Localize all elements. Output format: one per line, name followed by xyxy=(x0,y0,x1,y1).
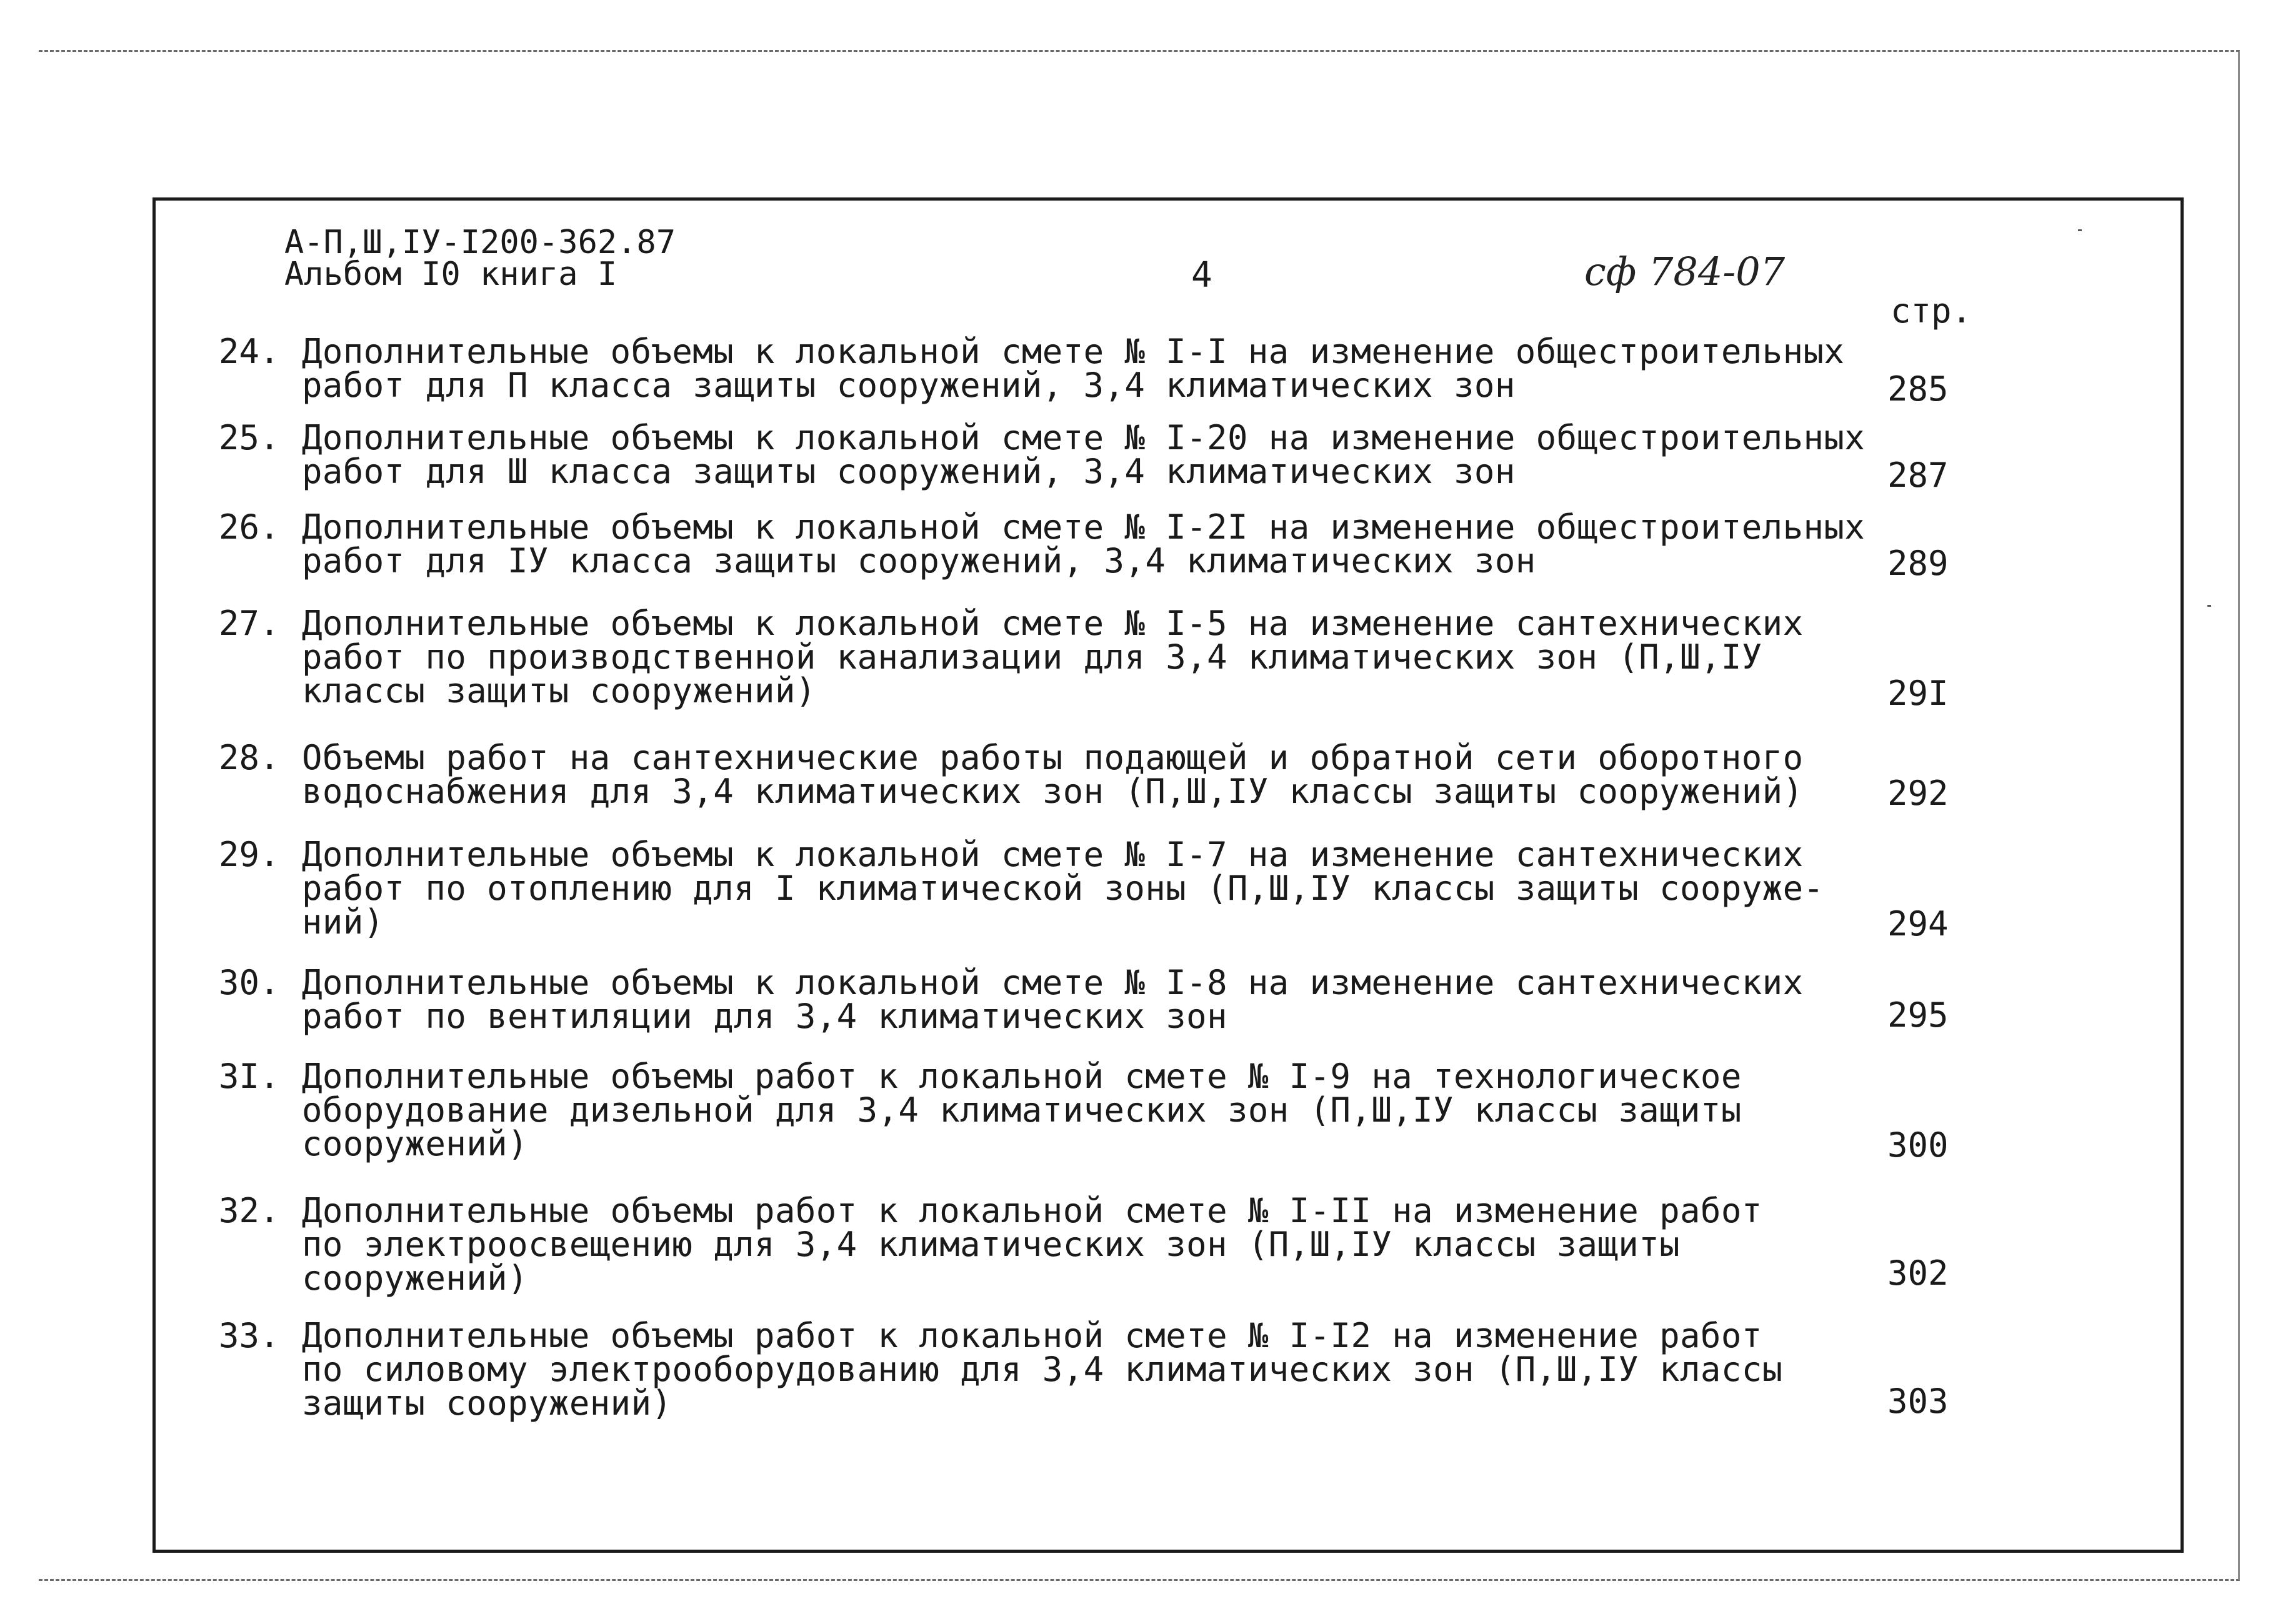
item-title xyxy=(302,1316,1783,1423)
item-page: 300 xyxy=(1887,1125,1949,1165)
item-title-line: защиты сооружений) xyxy=(302,1383,672,1423)
document-code: А-П,Ш,ІУ-І200-362.87 xyxy=(284,224,676,261)
item-title-line: работ для П класса защиты сооружений, 3,4 климатических зон xyxy=(302,366,1516,405)
item-title-line: Дополнительные объемы к локальной смете № I-I на изменение общестроительных xyxy=(302,332,1845,371)
item-title-line: Объемы работ на сантехнические работы подающей и обратной сети оборотного xyxy=(302,738,1804,777)
item-title-line: работ по отоплению для I климатической зоны (П,Ш,ІУ классы защиты сооруже- xyxy=(302,869,1824,908)
item-title-line: Дополнительные объемы к локальной смете № I-7 на изменение сантехнических xyxy=(302,835,1804,874)
item-title xyxy=(302,1057,1742,1163)
item-page: 294 xyxy=(1887,904,1949,944)
handwritten-archive-mark: сф 784-07 xyxy=(1584,249,1786,294)
item-page: 289 xyxy=(1887,544,1949,583)
item-title-line: работ для ІУ класса защиты сооружений, 3,4 климатических зон xyxy=(302,541,1536,580)
item-page: 285 xyxy=(1887,369,1949,409)
item-title-line: сооружений) xyxy=(302,1124,529,1163)
item-title-line: Дополнительные объемы к локальной смете № I-20 на изменение общестроительных xyxy=(302,418,1866,457)
item-title-line: по силовому электрооборудованию для 3,4 климатических зон (П,Ш,ІУ классы xyxy=(302,1350,1783,1389)
item-number: 32. xyxy=(219,1191,280,1230)
item-page: 295 xyxy=(1887,995,1949,1035)
album-label: Альбом I0 книга I xyxy=(284,256,617,293)
scan-speck xyxy=(2207,605,2211,607)
item-page: 292 xyxy=(1887,774,1949,813)
item-title-line: Дополнительные объемы к локальной смете № I-2I на изменение общестроительных xyxy=(302,507,1866,547)
item-number: 3I. xyxy=(219,1057,280,1096)
pages-column-header: стр. xyxy=(1891,291,1972,331)
item-title xyxy=(302,738,1804,811)
item-page: 287 xyxy=(1887,456,1949,495)
item-title-line: работ по вентиляции для 3,4 климатических зон xyxy=(302,997,1227,1036)
item-title xyxy=(302,963,1804,1036)
item-title xyxy=(302,418,1866,491)
item-number: 25. xyxy=(219,418,280,457)
item-page: 302 xyxy=(1887,1253,1949,1293)
item-number: 33. xyxy=(219,1316,280,1355)
item-title-line: работ по производственной канализации для 3,4 климатических зон (П,Ш,ІУ xyxy=(302,637,1762,677)
item-title xyxy=(302,835,1824,942)
item-title-line: по электроосвещению для 3,4 климатических зон (П,Ш,ІУ классы защиты xyxy=(302,1225,1681,1264)
item-title xyxy=(302,604,1804,710)
item-number: 26. xyxy=(219,507,280,547)
item-title-line: сооружений) xyxy=(302,1258,529,1298)
item-title-line: Дополнительные объемы к локальной смете № I-5 на изменение сантехнических xyxy=(302,604,1804,643)
item-number: 27. xyxy=(219,604,280,643)
page-number: 4 xyxy=(1191,255,1212,296)
item-title-line: работ для Ш класса защиты сооружений, 3,4 климатических зон xyxy=(302,452,1516,491)
item-title-line: Дополнительные объемы работ к локальной смете № I-9 на технологическое xyxy=(302,1057,1742,1096)
item-title xyxy=(302,507,1866,580)
item-number: 24. xyxy=(219,332,280,371)
item-title-line: оборудование дизельной для 3,4 климатических зон (П,Ш,ІУ классы защиты xyxy=(302,1090,1742,1130)
item-title xyxy=(302,1191,1762,1298)
item-page: 29I xyxy=(1887,674,1949,713)
item-title-line: ний) xyxy=(302,902,384,942)
item-title xyxy=(302,332,1845,405)
item-title-line: Дополнительные объемы к локальной смете № I-8 на изменение сантехнических xyxy=(302,963,1804,1002)
item-number: 29. xyxy=(219,835,280,874)
item-page: 303 xyxy=(1887,1382,1949,1421)
item-title-line: классы защиты сооружений) xyxy=(302,671,816,710)
item-title-line: водоснабжения для 3,4 климатических зон (П,Ш,ІУ классы защиты сооружений) xyxy=(302,772,1804,811)
item-title-line: Дополнительные объемы работ к локальной смете № I-I2 на изменение работ xyxy=(302,1316,1762,1355)
item-title-line: Дополнительные объемы работ к локальной смете № I-II на изменение работ xyxy=(302,1191,1762,1230)
item-number: 28. xyxy=(219,738,280,777)
item-number: 30. xyxy=(219,963,280,1002)
